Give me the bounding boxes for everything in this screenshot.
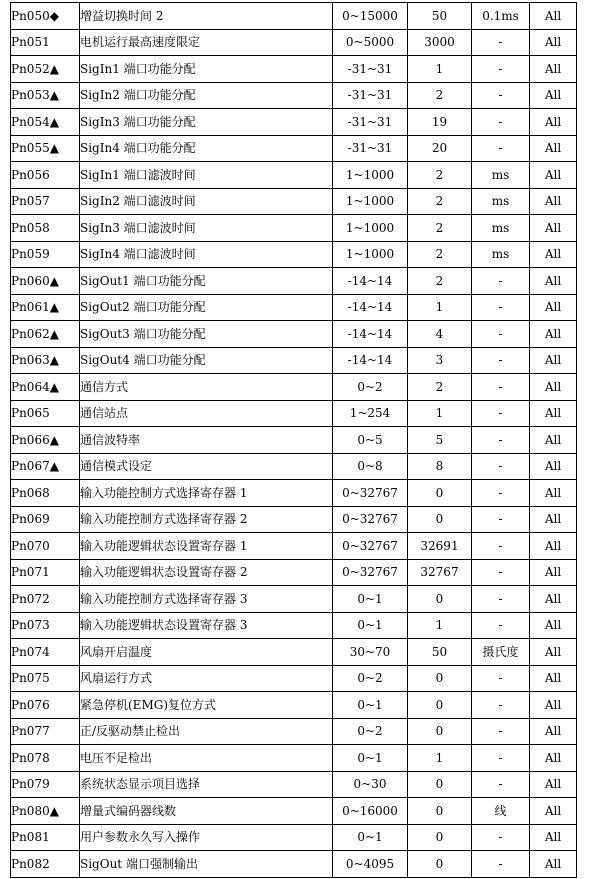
table-row (11, 427, 577, 454)
param-mode-cell: All (530, 427, 577, 454)
param-code-cell: Pn068 (11, 480, 80, 507)
param-code-cell: Pn059 (11, 241, 80, 268)
table-row (11, 480, 577, 507)
param-unit-cell: - (472, 268, 530, 295)
param-default-cell: 1 (408, 745, 472, 772)
table-row (11, 268, 577, 295)
param-code-cell: Pn075 (11, 665, 80, 692)
param-range-cell: 1~1000 (333, 241, 408, 268)
param-default-cell: 0 (408, 692, 472, 719)
param-range-cell: 1~1000 (333, 162, 408, 189)
param-default-cell: 2 (408, 241, 472, 268)
table-row (11, 109, 577, 136)
param-unit-cell: ms (472, 188, 530, 215)
param-range-cell: -14~14 (333, 294, 408, 321)
param-code-cell: Pn082 (11, 851, 80, 878)
param-name-cell: 通信模式设定 (80, 453, 333, 480)
table-row (11, 639, 577, 666)
param-default-cell: 0 (408, 798, 472, 825)
param-range-cell: 0~2 (333, 718, 408, 745)
param-range-cell: -31~31 (333, 56, 408, 83)
table-row (11, 347, 577, 374)
table-row (11, 453, 577, 480)
param-mode-cell: All (530, 851, 577, 878)
param-name-cell: 输入功能逻辑状态设置寄存器 3 (80, 612, 333, 639)
param-default-cell: 0 (408, 824, 472, 851)
param-mode-cell: All (530, 533, 577, 560)
param-unit-cell: - (472, 533, 530, 560)
table-row (11, 241, 577, 268)
param-code-cell: Pn077 (11, 718, 80, 745)
table-row (11, 692, 577, 719)
param-name-cell: 用户参数永久写入操作 (80, 824, 333, 851)
param-mode-cell: All (530, 639, 577, 666)
param-unit-cell: - (472, 480, 530, 507)
param-mode-cell: All (530, 3, 577, 30)
param-unit-cell: - (472, 109, 530, 136)
param-default-cell: 0 (408, 665, 472, 692)
param-name-cell: 电机运行最高速度限定 (80, 29, 333, 56)
param-code-cell: Pn067▲ (11, 453, 80, 480)
param-mode-cell: All (530, 82, 577, 109)
parameter-table-body (11, 3, 577, 878)
table-row (11, 321, 577, 348)
param-name-cell: 风扇开启温度 (80, 639, 333, 666)
table-row (11, 82, 577, 109)
table-row (11, 3, 577, 30)
param-default-cell: 1 (408, 294, 472, 321)
param-mode-cell: All (530, 321, 577, 348)
param-mode-cell: All (530, 745, 577, 772)
param-range-cell: -14~14 (333, 268, 408, 295)
param-code-cell: Pn066▲ (11, 427, 80, 454)
param-code-cell: Pn057 (11, 188, 80, 215)
param-name-cell: 输入功能控制方式选择寄存器 1 (80, 480, 333, 507)
param-mode-cell: All (530, 798, 577, 825)
table-row (11, 533, 577, 560)
param-unit-cell: - (472, 612, 530, 639)
param-mode-cell: All (530, 347, 577, 374)
param-unit-cell: - (472, 453, 530, 480)
param-name-cell: SigIn3 端口滤波时间 (80, 215, 333, 242)
param-name-cell: 系统状态显示项目选择 (80, 771, 333, 798)
param-default-cell: 1 (408, 612, 472, 639)
table-row (11, 215, 577, 242)
table-row (11, 135, 577, 162)
table-row (11, 56, 577, 83)
param-code-cell: Pn074 (11, 639, 80, 666)
param-code-cell: Pn080▲ (11, 798, 80, 825)
param-range-cell: -14~14 (333, 347, 408, 374)
param-default-cell: 2 (408, 188, 472, 215)
param-name-cell: SigOut4 端口功能分配 (80, 347, 333, 374)
param-name-cell: 增益切换时间 2 (80, 3, 333, 30)
param-mode-cell: All (530, 215, 577, 242)
param-name-cell: SigIn2 端口功能分配 (80, 82, 333, 109)
table-row (11, 798, 577, 825)
param-name-cell: 输入功能逻辑状态设置寄存器 1 (80, 533, 333, 560)
param-default-cell: 0 (408, 506, 472, 533)
param-range-cell: 0~32767 (333, 559, 408, 586)
param-code-cell: Pn064▲ (11, 374, 80, 401)
param-code-cell: Pn065 (11, 400, 80, 427)
param-name-cell: SigOut 端口强制输出 (80, 851, 333, 878)
param-code-cell: Pn063▲ (11, 347, 80, 374)
param-name-cell: 输入功能控制方式选择寄存器 3 (80, 586, 333, 613)
param-default-cell: 0 (408, 771, 472, 798)
param-default-cell: 2 (408, 374, 472, 401)
param-name-cell: 输入功能逻辑状态设置寄存器 2 (80, 559, 333, 586)
param-default-cell: 0 (408, 851, 472, 878)
param-name-cell: 通信方式 (80, 374, 333, 401)
param-code-cell: Pn078 (11, 745, 80, 772)
param-range-cell: 30~70 (333, 639, 408, 666)
param-default-cell: 50 (408, 3, 472, 30)
param-default-cell: 1 (408, 56, 472, 83)
param-name-cell: SigIn4 端口滤波时间 (80, 241, 333, 268)
param-mode-cell: All (530, 586, 577, 613)
param-code-cell: Pn061▲ (11, 294, 80, 321)
param-unit-cell: - (472, 56, 530, 83)
param-default-cell: 3000 (408, 29, 472, 56)
param-unit-cell: 线 (472, 798, 530, 825)
param-unit-cell: - (472, 374, 530, 401)
param-range-cell: 0~4095 (333, 851, 408, 878)
param-mode-cell: All (530, 135, 577, 162)
param-mode-cell: All (530, 559, 577, 586)
param-range-cell: 0~1 (333, 824, 408, 851)
param-mode-cell: All (530, 162, 577, 189)
param-unit-cell: ms (472, 215, 530, 242)
param-unit-cell: - (472, 851, 530, 878)
param-mode-cell: All (530, 56, 577, 83)
param-name-cell: SigOut2 端口功能分配 (80, 294, 333, 321)
param-code-cell: Pn069 (11, 506, 80, 533)
param-range-cell: 0~32767 (333, 506, 408, 533)
param-code-cell: Pn058 (11, 215, 80, 242)
param-default-cell: 20 (408, 135, 472, 162)
param-code-cell: Pn073 (11, 612, 80, 639)
param-name-cell: SigIn4 端口功能分配 (80, 135, 333, 162)
param-code-cell: Pn079 (11, 771, 80, 798)
param-unit-cell: 0.1ms (472, 3, 530, 30)
param-range-cell: 0~32767 (333, 533, 408, 560)
param-default-cell: 4 (408, 321, 472, 348)
table-row (11, 745, 577, 772)
param-mode-cell: All (530, 188, 577, 215)
param-unit-cell: - (472, 718, 530, 745)
param-name-cell: 风扇运行方式 (80, 665, 333, 692)
param-name-cell: 通信波特率 (80, 427, 333, 454)
param-code-cell: Pn062▲ (11, 321, 80, 348)
param-name-cell: 紧急停机(EMG)复位方式 (80, 692, 333, 719)
param-range-cell: 1~1000 (333, 188, 408, 215)
param-name-cell: SigOut3 端口功能分配 (80, 321, 333, 348)
param-code-cell: Pn072 (11, 586, 80, 613)
param-name-cell: SigIn1 端口功能分配 (80, 56, 333, 83)
param-code-cell: Pn071 (11, 559, 80, 586)
param-unit-cell: ms (472, 162, 530, 189)
param-default-cell: 19 (408, 109, 472, 136)
param-code-cell: Pn055▲ (11, 135, 80, 162)
param-name-cell: SigIn2 端口滤波时间 (80, 188, 333, 215)
param-range-cell: 0~15000 (333, 3, 408, 30)
table-row (11, 400, 577, 427)
param-name-cell: SigIn3 端口功能分配 (80, 109, 333, 136)
param-mode-cell: All (530, 718, 577, 745)
param-range-cell: 1~1000 (333, 215, 408, 242)
param-unit-cell: - (472, 506, 530, 533)
param-code-cell: Pn052▲ (11, 56, 80, 83)
param-range-cell: 0~1 (333, 586, 408, 613)
param-code-cell: Pn054▲ (11, 109, 80, 136)
param-mode-cell: All (530, 506, 577, 533)
param-default-cell: 2 (408, 82, 472, 109)
param-range-cell: 0~32767 (333, 480, 408, 507)
table-row (11, 824, 577, 851)
param-default-cell: 50 (408, 639, 472, 666)
param-code-cell: Pn070 (11, 533, 80, 560)
param-default-cell: 32691 (408, 533, 472, 560)
param-unit-cell: - (472, 665, 530, 692)
param-unit-cell: - (472, 400, 530, 427)
param-name-cell: 输入功能控制方式选择寄存器 2 (80, 506, 333, 533)
param-default-cell: 1 (408, 400, 472, 427)
param-default-cell: 5 (408, 427, 472, 454)
param-unit-cell: - (472, 745, 530, 772)
param-name-cell: SigIn1 端口滤波时间 (80, 162, 333, 189)
table-row (11, 586, 577, 613)
param-default-cell: 3 (408, 347, 472, 374)
param-range-cell: -31~31 (333, 109, 408, 136)
param-unit-cell: ms (472, 241, 530, 268)
param-code-cell: Pn060▲ (11, 268, 80, 295)
param-mode-cell: All (530, 241, 577, 268)
param-default-cell: 2 (408, 268, 472, 295)
table-row (11, 374, 577, 401)
param-code-cell: Pn081 (11, 824, 80, 851)
param-unit-cell: - (472, 135, 530, 162)
param-unit-cell: 摄氏度 (472, 639, 530, 666)
param-default-cell: 0 (408, 718, 472, 745)
param-range-cell: 0~1 (333, 745, 408, 772)
parameter-table (10, 2, 577, 878)
param-range-cell: 0~8 (333, 453, 408, 480)
param-range-cell: 0~16000 (333, 798, 408, 825)
param-mode-cell: All (530, 771, 577, 798)
param-unit-cell: - (472, 824, 530, 851)
param-range-cell: 0~2 (333, 374, 408, 401)
param-mode-cell: All (530, 453, 577, 480)
param-unit-cell: - (472, 29, 530, 56)
table-row (11, 294, 577, 321)
param-name-cell: 增量式编码器线数 (80, 798, 333, 825)
param-name-cell: 电压不足检出 (80, 745, 333, 772)
param-range-cell: 1~254 (333, 400, 408, 427)
param-code-cell: Pn076 (11, 692, 80, 719)
param-unit-cell: - (472, 586, 530, 613)
param-mode-cell: All (530, 374, 577, 401)
param-name-cell: SigOut1 端口功能分配 (80, 268, 333, 295)
param-range-cell: 0~1 (333, 612, 408, 639)
param-mode-cell: All (530, 29, 577, 56)
param-default-cell: 2 (408, 215, 472, 242)
param-default-cell: 32767 (408, 559, 472, 586)
param-range-cell: -14~14 (333, 321, 408, 348)
param-mode-cell: All (530, 665, 577, 692)
table-row (11, 771, 577, 798)
param-default-cell: 0 (408, 586, 472, 613)
param-range-cell: 0~1 (333, 692, 408, 719)
param-mode-cell: All (530, 612, 577, 639)
param-mode-cell: All (530, 824, 577, 851)
param-mode-cell: All (530, 480, 577, 507)
param-unit-cell: - (472, 692, 530, 719)
table-row (11, 665, 577, 692)
param-range-cell: 0~5000 (333, 29, 408, 56)
param-range-cell: 0~5 (333, 427, 408, 454)
table-row (11, 559, 577, 586)
param-unit-cell: - (472, 427, 530, 454)
param-mode-cell: All (530, 268, 577, 295)
param-code-cell: Pn053▲ (11, 82, 80, 109)
table-row (11, 29, 577, 56)
param-mode-cell: All (530, 400, 577, 427)
param-mode-cell: All (530, 294, 577, 321)
table-row (11, 188, 577, 215)
param-default-cell: 0 (408, 480, 472, 507)
param-range-cell: 0~2 (333, 665, 408, 692)
table-row (11, 612, 577, 639)
table-row (11, 718, 577, 745)
param-mode-cell: All (530, 692, 577, 719)
param-unit-cell: - (472, 347, 530, 374)
param-name-cell: 通信站点 (80, 400, 333, 427)
param-mode-cell: All (530, 109, 577, 136)
param-range-cell: -31~31 (333, 135, 408, 162)
param-unit-cell: - (472, 559, 530, 586)
table-row (11, 506, 577, 533)
param-unit-cell: - (472, 771, 530, 798)
param-default-cell: 8 (408, 453, 472, 480)
param-unit-cell: - (472, 294, 530, 321)
param-unit-cell: - (472, 321, 530, 348)
param-code-cell: Pn051 (11, 29, 80, 56)
table-row (11, 162, 577, 189)
param-code-cell: Pn050◆ (11, 3, 80, 30)
param-code-cell: Pn056 (11, 162, 80, 189)
param-unit-cell: - (472, 82, 530, 109)
table-row (11, 851, 577, 878)
param-range-cell: 0~30 (333, 771, 408, 798)
param-name-cell: 正/反驱动禁止检出 (80, 718, 333, 745)
param-range-cell: -31~31 (333, 82, 408, 109)
param-default-cell: 2 (408, 162, 472, 189)
